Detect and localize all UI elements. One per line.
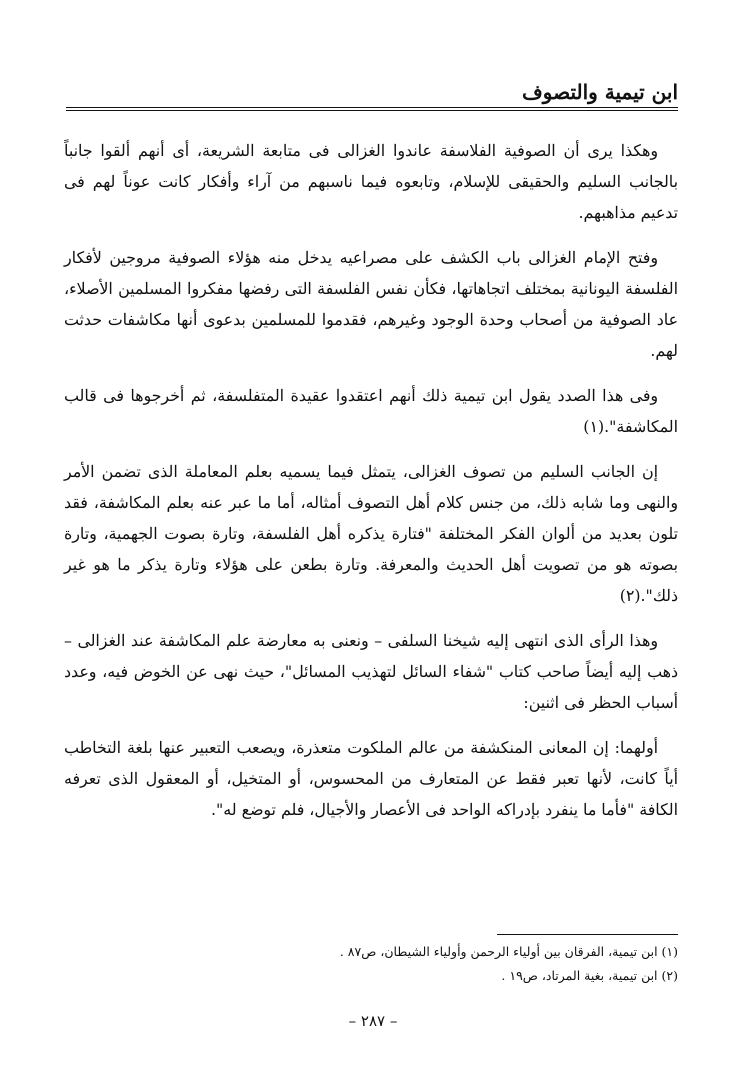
- header-rule: [66, 107, 678, 111]
- paragraph-2: وفتح الإمام الغزالى باب الكشف على مصراعيه يدخل منه هؤلاء الصوفية مروجين لأفكار الفلسفة اليونانية بمختلف اتجاهاتها، فكأن نفس الفلسفة التى رفضها مفكروا المسلمين الأصلاء، عاد الصوفية من أصحاب وحدة الوجود وغيرهم، فقدموا للمسلمين بدعوى أنها مكاشفات حدثت لهم.: [64, 248, 678, 360]
- paragraph-1: وهكذا يرى أن الصوفية الفلاسفة عاندوا الغزالى فى متابعة الشريعة، أى أنهم ألقوا جانباً بالجانب السليم والحقيقى للإسلام، وتابعوه فيما ناسبهم من آراء وأفكار كانت عوناً لهم فى تدعيم مذاهبهم.: [64, 141, 678, 222]
- body-text: [64, 135, 678, 838]
- paragraph-6: أولهما: إن المعانى المنكشفة من عالم الملكوت متعذرة، ويصعب التعبير عنها بلغة التخاطب أياً كانت، لأنها تعبر فقط عن المتعارف من المحسوس، أو المتخيل، أو المعقول الذى تعرفه الكافة "فأما ما ينفرد بإدراكه الواحد فى الأعصار والأجيال، فلم توضع له".: [64, 738, 678, 819]
- footnote-2: (٢) ابن تيمية، بغية المرتاد، ص١٩ .: [501, 968, 678, 983]
- footnote-1: (١) ابن تيمية، الفرقان بين أولياء الرحمن وأولياء الشيطان، ص٨٧ .: [339, 944, 678, 959]
- page-number: – ٢٨٧ –: [348, 1012, 398, 1030]
- footnotes: [100, 940, 678, 988]
- paragraph-4: إن الجانب السليم من تصوف الغزالى، يتمثل فيما يسميه بعلم المعاملة الذى تضمن الأمر والنهى وما شابه ذلك، من جنس كلام أهل التصوف أمثاله، أما ما عبر عنه بعلم المكاشفة، فقد تلون بعديد من ألوان الفكر المختلفة "فتارة يذكره أهل الفلسفة، وتارة بصوت الجهمية، وتارة بصوته هو من تصويت أهل الحديث والمعرفة. وتارة بطعن على هؤلاء وتارة يذكر ما هو غير ذلك".(٢): [64, 462, 678, 605]
- footnote-rule: [497, 934, 678, 935]
- paragraph-3: وفى هذا الصدد يقول ابن تيمية ذلك أنهم اعتقدوا عقيدة المتفلسفة، ثم أخرجوها فى قالب المكاشفة".(١): [64, 386, 678, 436]
- paragraph-5: وهذا الرأى الذى انتهى إليه شيخنا السلفى – ونعنى به معارضة علم المكاشفة عند الغزالى – ذهب إليه أيضاً صاحب كتاب "شفاء السائل لتهذيب المسائل"، حيث نهى عن الخوض فيه، وعدد أسباب الحظر فى اثنين:: [64, 631, 678, 712]
- running-header: ابن تيمية والتصوف: [522, 80, 678, 104]
